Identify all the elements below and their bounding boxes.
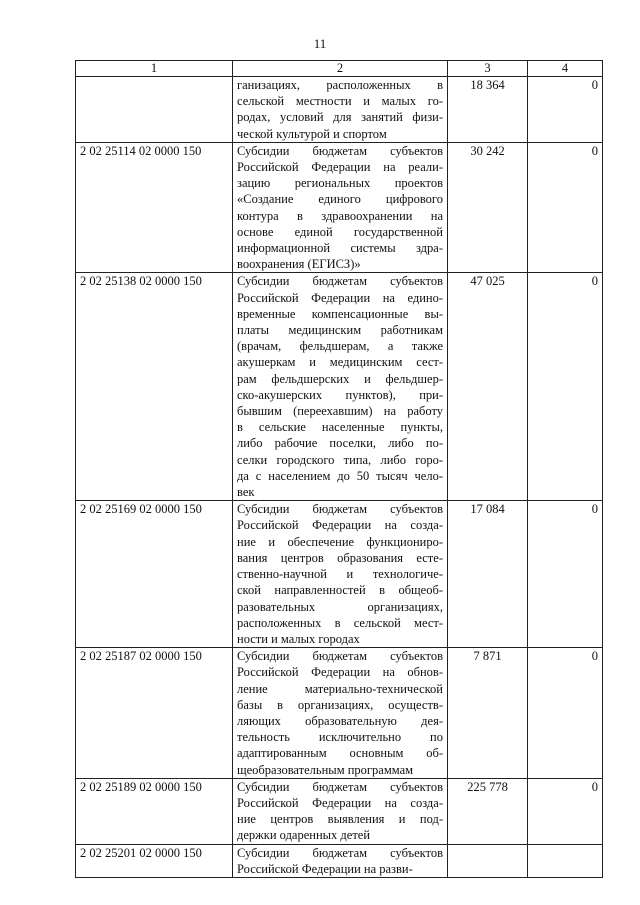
description-line: Российской Федерации на разви- xyxy=(237,861,413,876)
row-value: 0 xyxy=(528,142,603,273)
table-row xyxy=(76,273,603,501)
description-line: акушеркам и медицинским сест- xyxy=(237,355,443,370)
description-line: да с населением до 50 тысяч чело- xyxy=(237,468,443,483)
row-amount: 225 778 xyxy=(448,778,528,844)
description-line: базы в организациях, осуществ- xyxy=(237,697,443,712)
column-header-1: 1 xyxy=(76,61,233,77)
description-line: ние центров выявления и под- xyxy=(237,812,443,827)
description-line: Субсидии бюджетам субъектов xyxy=(237,143,443,158)
description-line: Российской Федерации на едино- xyxy=(237,290,443,305)
row-code: 2 02 25189 02 0000 150 xyxy=(76,778,233,844)
description-line: ганизациях, расположенных в xyxy=(237,78,443,92)
row-description xyxy=(233,844,448,877)
table-header-row xyxy=(76,61,603,77)
table-row xyxy=(76,77,603,143)
description-line: (врачам, фельдшерам, а также xyxy=(237,339,443,354)
description-line: в сельские населенные пункты, xyxy=(237,420,443,435)
row-amount xyxy=(448,844,528,877)
description-line: ние и обеспечение функциониро- xyxy=(237,534,443,549)
column-header-3: 3 xyxy=(448,61,528,77)
table-row xyxy=(76,648,603,779)
row-description xyxy=(233,501,448,648)
description-line: либо рабочие поселки, либо по- xyxy=(237,436,443,451)
description-line: ско-акушерских пунктов), при- xyxy=(237,387,443,402)
description-line: Субсидии бюджетам субъектов xyxy=(237,779,443,794)
row-description xyxy=(233,77,448,143)
row-code: 2 02 25169 02 0000 150 xyxy=(76,501,233,648)
row-description xyxy=(233,648,448,779)
page-number: 11 xyxy=(313,36,327,51)
description-line: рам фельдшерских и фельдшер- xyxy=(237,371,443,386)
description-line: воохранения (ЕГИСЗ)» xyxy=(237,257,361,272)
row-value: 0 xyxy=(528,77,603,143)
description-line: век xyxy=(237,485,255,500)
row-amount: 30 242 xyxy=(448,142,528,273)
row-amount: 7 871 xyxy=(448,648,528,779)
description-line: ности и малых городах xyxy=(237,631,360,646)
description-line: Субсидии бюджетам субъектов xyxy=(237,649,443,664)
row-code: 2 02 25201 02 0000 150 xyxy=(76,844,233,877)
description-line: сельской местности и малых го- xyxy=(237,94,443,109)
description-line: ление материально-технической xyxy=(237,681,443,696)
description-line: селки городского типа, либо горо- xyxy=(237,452,443,467)
description-line: ственно-научной и технологиче- xyxy=(237,567,443,582)
description-line: Российской Федерации на реали- xyxy=(237,160,443,175)
row-description xyxy=(233,273,448,501)
table-row xyxy=(76,142,603,273)
row-code: 2 02 25114 02 0000 150 xyxy=(76,142,233,273)
column-header-2: 2 xyxy=(233,61,448,77)
table-body xyxy=(76,77,603,878)
description-line: держки одаренных детей xyxy=(237,828,371,843)
description-line: Российской Федерации на созда- xyxy=(237,518,443,533)
description-line: расположенных в сельской мест- xyxy=(237,615,443,630)
description-line: бывшим (переехавшим) на работу xyxy=(237,404,443,419)
description-line: платы медицинским работникам xyxy=(237,323,443,338)
row-code: 2 02 25138 02 0000 150 xyxy=(76,273,233,501)
description-line: основе единой государственной xyxy=(237,224,443,239)
table-row xyxy=(76,778,603,844)
description-line: вания центров образования есте- xyxy=(237,550,443,565)
description-line: Российской Федерации на созда- xyxy=(237,795,443,810)
row-description xyxy=(233,142,448,273)
row-code xyxy=(76,77,233,143)
row-amount: 17 084 xyxy=(448,501,528,648)
description-line: контура в здравоохранении на xyxy=(237,208,443,223)
description-line: ляющих образовательную дея- xyxy=(237,713,443,728)
row-value: 0 xyxy=(528,778,603,844)
description-line: Субсидии бюджетам субъектов xyxy=(237,502,443,517)
description-line: тельность исключительно по xyxy=(237,730,443,745)
row-amount: 18 364 xyxy=(448,77,528,143)
description-line: ской направленностей в общеоб- xyxy=(237,583,443,598)
table-row xyxy=(76,844,603,877)
row-value: 0 xyxy=(528,648,603,779)
column-header-4: 4 xyxy=(528,61,603,77)
description-line: Субсидии бюджетам субъектов xyxy=(237,274,443,289)
description-line: «Создание единого цифрового xyxy=(237,192,443,207)
description-line: адаптированным основным об- xyxy=(237,746,443,761)
row-value: 0 xyxy=(528,273,603,501)
description-line: Субсидии бюджетам субъектов xyxy=(237,845,443,860)
row-value: 0 xyxy=(528,501,603,648)
row-value xyxy=(528,844,603,877)
description-line: Российской Федерации на обнов- xyxy=(237,665,443,680)
description-line: ческой культурой и спортом xyxy=(237,126,387,141)
row-amount: 47 025 xyxy=(448,273,528,501)
description-line: разовательных организациях, xyxy=(237,599,443,614)
description-line: щеобразовательным программам xyxy=(237,762,414,777)
row-code: 2 02 25187 02 0000 150 xyxy=(76,648,233,779)
budget-table xyxy=(75,60,603,878)
description-line: зацию региональных проектов xyxy=(237,176,443,191)
description-line: временные компенсационные вы- xyxy=(237,306,443,321)
row-description xyxy=(233,778,448,844)
table-row xyxy=(76,501,603,648)
description-line: информационной системы здра- xyxy=(237,241,443,256)
description-line: родах, условий для занятий физи- xyxy=(237,110,443,125)
